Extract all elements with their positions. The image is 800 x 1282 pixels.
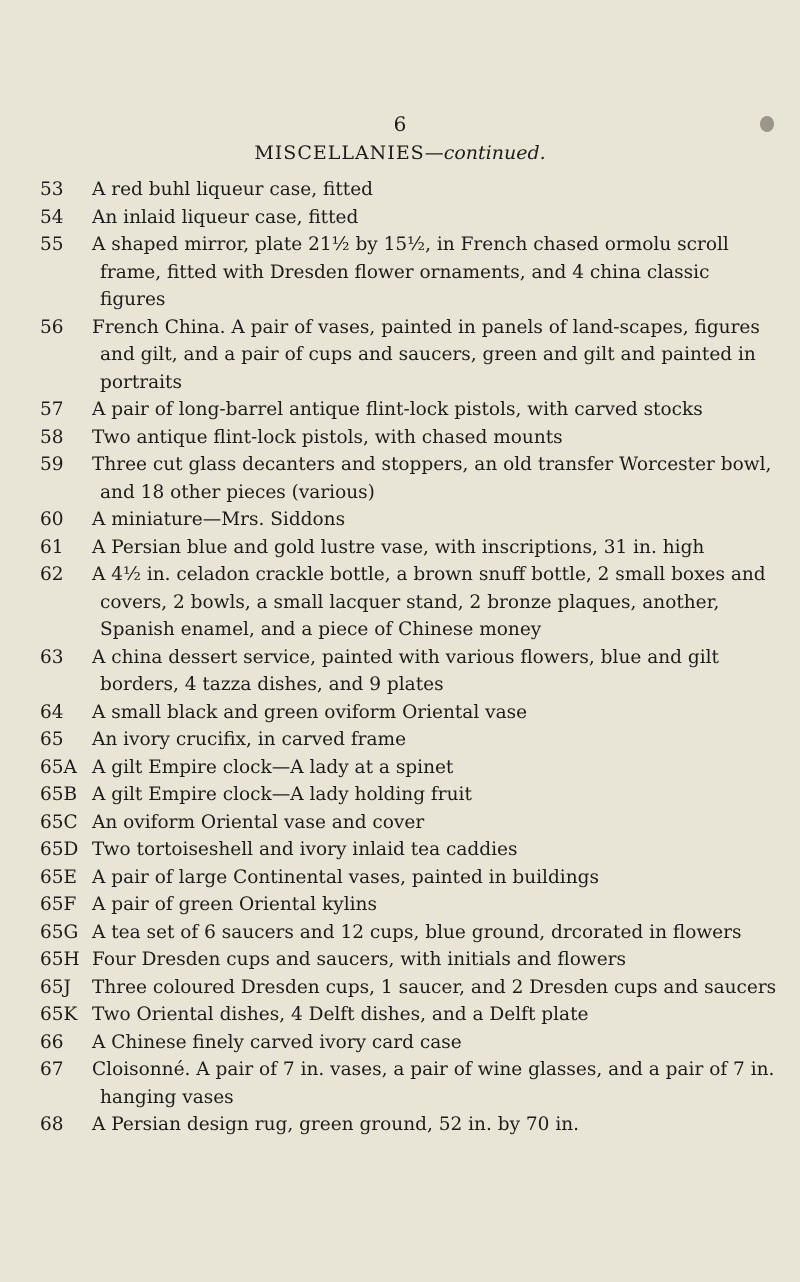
- lot-number: 55: [40, 234, 64, 255]
- lot-entry: [40, 1001, 780, 1029]
- lot-description: A red buhl liqueur case, fitted: [92, 179, 373, 200]
- lot-entry: [40, 534, 780, 562]
- lot-entry: [40, 809, 780, 837]
- lot-entry: [40, 919, 780, 947]
- lot-number: 56: [40, 316, 64, 338]
- lot-description: Two Oriental dishes, 4 Delft dishes, and a Delft plate: [92, 1004, 589, 1025]
- lot-number: 63: [40, 646, 64, 668]
- lot-number: 65B: [40, 784, 78, 805]
- lot-number: 62: [40, 564, 64, 585]
- lot-entry: [40, 644, 780, 699]
- lot-description: A Chinese finely carved ivory card case: [92, 1031, 462, 1053]
- lot-number: 65K: [40, 1004, 78, 1025]
- lot-number: 64: [40, 701, 64, 723]
- lot-number: 68: [40, 1114, 64, 1135]
- lot-number: 65: [40, 729, 64, 750]
- lot-number: 65C: [40, 811, 78, 833]
- lot-description: Cloisonné. A pair of 7 in. vases, a pair of wine glasses, and a pair of 7 in. hanging vases: [92, 1059, 775, 1108]
- lot-description: An inlaid liqueur case, fitted: [92, 206, 359, 228]
- lot-entry: [40, 561, 780, 644]
- lot-number: 60: [40, 509, 64, 530]
- lot-entry: [40, 204, 780, 232]
- lot-description: Three cut glass decanters and stoppers, an old transfer Worcester bowl, and 18 other pieces (various): [92, 454, 772, 503]
- lot-number: 53: [40, 179, 64, 200]
- lot-number: 65A: [40, 756, 77, 778]
- lot-number: 65E: [40, 866, 78, 888]
- lot-description: A Persian blue and gold lustre vase, with inscriptions, 31 in. high: [92, 536, 705, 558]
- lot-entry: [40, 396, 780, 424]
- lot-description: A 4½ in. celadon crackle bottle, a brown snuff bottle, 2 small boxes and covers, 2 bowls, a small lacquer stand, 2 bronze plaques, another, Spanish enamel, and a piece of Chinese money: [92, 564, 766, 640]
- lot-description: A pair of large Continental vases, painted in buildings: [92, 866, 599, 888]
- lot-entry: [40, 891, 780, 919]
- lot-number: 59: [40, 454, 64, 475]
- running-head-title: MISCELLANIES: [254, 142, 425, 164]
- lot-description: A Persian design rug, green ground, 52 in. by 70 in.: [92, 1114, 580, 1135]
- lot-number: 67: [40, 1059, 64, 1080]
- lot-entry: [40, 699, 780, 727]
- lot-description: Three coloured Dresden cups, 1 saucer, and 2 Dresden cups and saucers: [92, 976, 777, 998]
- lot-entry: [40, 836, 780, 864]
- lot-description: An ivory crucifix, in carved frame: [92, 729, 407, 750]
- lot-entry: [40, 176, 780, 204]
- lot-description: French China. A pair of vases, painted in panels of land-scapes, figures and gilt, and a pair of cups and saucers, green and gilt and painted in portraits: [92, 316, 760, 393]
- lot-description: A pair of long-barrel antique flint-lock pistols, with carved stocks: [92, 399, 703, 420]
- lot-number: 65G: [40, 921, 79, 943]
- lot-entry: [40, 231, 780, 314]
- lot-entry: [40, 314, 780, 397]
- lot-entry: [40, 506, 780, 534]
- lot-description: A small black and green oviform Oriental vase: [92, 701, 528, 723]
- lot-entry: [40, 864, 780, 892]
- lot-number: 57: [40, 399, 64, 420]
- paper-spot: [760, 116, 774, 132]
- lot-number: 54: [40, 206, 64, 228]
- lot-number: 65F: [40, 894, 77, 915]
- lot-entry: [40, 1056, 780, 1111]
- lot-entry: [40, 1029, 780, 1057]
- lot-description: A china dessert service, painted with various flowers, blue and gilt borders, 4 tazza dishes, and 9 plates: [92, 646, 719, 695]
- page-number: 6: [393, 112, 407, 136]
- lot-description: Two antique flint-lock pistols, with chased mounts: [92, 426, 563, 448]
- lot-entry: [40, 781, 780, 809]
- running-head-continued: —continued.: [424, 142, 546, 164]
- lot-description: A miniature—Mrs. Siddons: [92, 509, 346, 530]
- lot-entry: [40, 451, 780, 506]
- lot-description: Two tortoiseshell and ivory inlaid tea caddies: [92, 839, 518, 860]
- lot-list: [40, 176, 780, 1139]
- lot-description: A pair of green Oriental kylins: [92, 894, 377, 915]
- lot-entry: [40, 726, 780, 754]
- lot-number: 61: [40, 536, 64, 558]
- lot-entry: [40, 424, 780, 452]
- lot-number: 66: [40, 1031, 64, 1053]
- lot-entry: [40, 754, 780, 782]
- lot-description: Four Dresden cups and saucers, with initials and flowers: [92, 949, 626, 970]
- lot-description: An oviform Oriental vase and cover: [92, 811, 425, 833]
- lot-number: 65H: [40, 949, 80, 970]
- lot-description: A gilt Empire clock—A lady holding fruit: [92, 784, 472, 805]
- lot-description: A gilt Empire clock—A lady at a spinet: [92, 756, 454, 778]
- running-head: [0, 142, 800, 164]
- lot-entry: [40, 974, 780, 1002]
- lot-description: A tea set of 6 saucers and 12 cups, blue ground, drcorated in flowers: [92, 921, 742, 943]
- lot-entry: [40, 1111, 780, 1139]
- lot-entry: [40, 946, 780, 974]
- lot-description: A shaped mirror, plate 21½ by 15½, in French chased ormolu scroll frame, fitted with Dresden flower ornaments, and 4 china classic figures: [92, 234, 729, 310]
- lot-number: 58: [40, 426, 64, 448]
- lot-number: 65D: [40, 839, 79, 860]
- lot-number: 65J: [40, 976, 71, 998]
